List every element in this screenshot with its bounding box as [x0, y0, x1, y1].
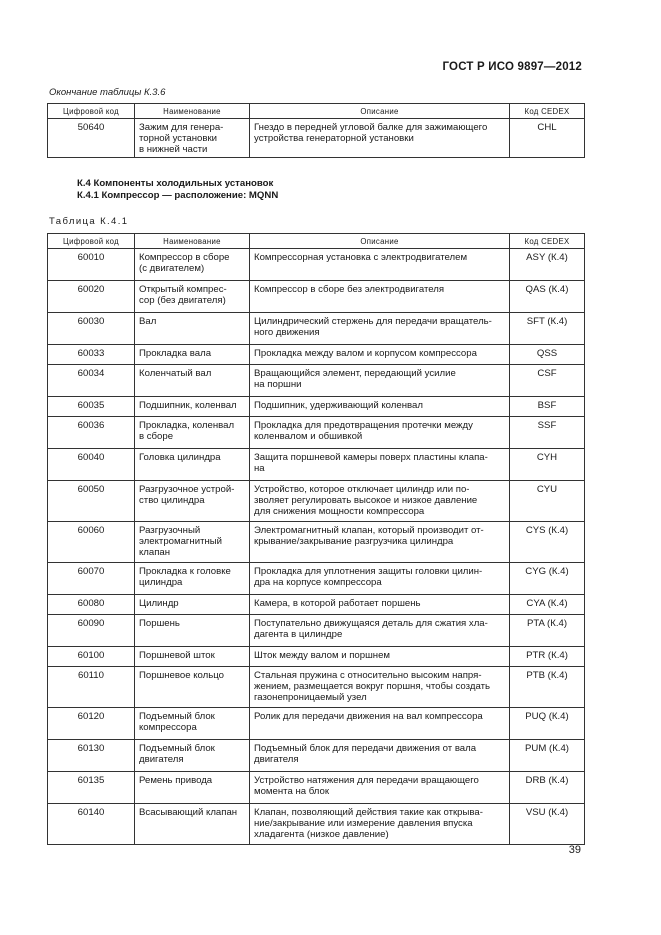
cell-code: 60033 [48, 345, 135, 365]
cell-description: Ролик для передачи движения на вал компрессора [250, 708, 510, 740]
cell-description: Электромагнитный клапан, который производит от- крывание/закрывание разгрузчика цилиндра [250, 522, 510, 563]
cell-cedex: ASY (К.4) [510, 249, 585, 281]
cell-name: Открытый компрес- сор (без двигателя) [135, 281, 250, 313]
cell-name: Коленчатый вал [135, 365, 250, 397]
cell-code: 60060 [48, 522, 135, 563]
cell-cedex: CYH [510, 449, 585, 481]
cell-description: Камера, в которой работает поршень [250, 595, 510, 615]
cell-cedex: CHL [510, 119, 585, 158]
cell-name: Ремень привода [135, 772, 250, 804]
table-k41 [47, 233, 585, 845]
cell-code: 60035 [48, 397, 135, 417]
cell-cedex: SSF [510, 417, 585, 449]
cell-description: Компрессор в сборе без электродвигателя [250, 281, 510, 313]
cell-description: Подшипник, удерживающий коленвал [250, 397, 510, 417]
cell-name: Подшипник, коленвал [135, 397, 250, 417]
table-row [48, 615, 585, 647]
cell-code: 60110 [48, 667, 135, 708]
cell-description: Поступательно движущаяся деталь для сжатия хла- дагента в цилиндре [250, 615, 510, 647]
cell-description: Стальная пружина с относительно высоким напря- жением, размещается вокруг поршня, чтобы создать газонепроницаемый узел [250, 667, 510, 708]
cell-code: 50640 [48, 119, 135, 158]
table-row [48, 397, 585, 417]
cell-description: Шток между валом и поршнем [250, 647, 510, 667]
column-header-code: Цифровой код [48, 234, 135, 249]
cell-code: 60020 [48, 281, 135, 313]
table-row [48, 804, 585, 845]
cell-cedex: QAS (К.4) [510, 281, 585, 313]
table-row [48, 119, 585, 158]
table-row [48, 481, 585, 522]
section-heading-k4: К.4 Компоненты холодильных установок [77, 178, 274, 189]
cell-cedex: PTA (К.4) [510, 615, 585, 647]
table-row [48, 249, 585, 281]
table-row [48, 281, 585, 313]
cell-cedex: CYG (К.4) [510, 563, 585, 595]
cell-code: 60034 [48, 365, 135, 397]
cell-description: Компрессорная установка с электродвигателем [250, 249, 510, 281]
cell-code: 60120 [48, 708, 135, 740]
cell-description: Цилиндрический стержень для передачи вращатель- ного движения [250, 313, 510, 345]
cell-code: 60140 [48, 804, 135, 845]
cell-code: 60130 [48, 740, 135, 772]
table-k36-end [47, 103, 585, 158]
cell-name: Всасывающий клапан [135, 804, 250, 845]
column-header-description: Описание [250, 104, 510, 119]
cell-description: Подъемный блок для передачи движения от вала двигателя [250, 740, 510, 772]
cell-cedex: SFT (К.4) [510, 313, 585, 345]
table-row [48, 647, 585, 667]
cell-cedex: CYS (К.4) [510, 522, 585, 563]
cell-name: Подъемный блок компрессора [135, 708, 250, 740]
table-row [48, 772, 585, 804]
table-row [48, 595, 585, 615]
table-row [48, 449, 585, 481]
cell-description: Прокладка для уплотнения защиты головки цилин- дра на корпусе компрессора [250, 563, 510, 595]
cell-description: Гнездо в передней угловой балке для зажимающего устройства генераторной установки [250, 119, 510, 158]
cell-code: 60070 [48, 563, 135, 595]
column-header-description: Описание [250, 234, 510, 249]
cell-name: Головка цилиндра [135, 449, 250, 481]
table-caption: Таблица К.4.1 [49, 216, 129, 227]
cell-name: Поршневой шток [135, 647, 250, 667]
section-heading-k41: К.4.1 Компрессор — расположение: MQNN [77, 190, 279, 201]
table-header-row [48, 234, 585, 249]
cell-code: 60036 [48, 417, 135, 449]
document-standard-id: ГОСТ Р ИСО 9897—2012 [442, 61, 582, 73]
cell-description: Устройство натяжения для передачи вращающего момента на блок [250, 772, 510, 804]
cell-code: 60080 [48, 595, 135, 615]
table-row [48, 708, 585, 740]
cell-name: Поршень [135, 615, 250, 647]
table-row [48, 417, 585, 449]
cell-cedex: BSF [510, 397, 585, 417]
cell-name: Вал [135, 313, 250, 345]
cell-code: 60040 [48, 449, 135, 481]
cell-cedex: PUQ (К.4) [510, 708, 585, 740]
cell-cedex: QSS [510, 345, 585, 365]
cell-name: Прокладка вала [135, 345, 250, 365]
cell-description: Защита поршневой камеры поверх пластины клапа- на [250, 449, 510, 481]
cell-cedex: PTR (К.4) [510, 647, 585, 667]
cell-name: Поршневое кольцо [135, 667, 250, 708]
table-row [48, 740, 585, 772]
column-header-name: Наименование [135, 234, 250, 249]
page-number: 39 [568, 844, 581, 856]
table-row [48, 667, 585, 708]
table-continuation-label: Окончание таблицы К.3.6 [49, 87, 166, 98]
cell-cedex: CYU [510, 481, 585, 522]
cell-cedex: DRB (К.4) [510, 772, 585, 804]
cell-description: Прокладка между валом и корпусом компрессора [250, 345, 510, 365]
cell-cedex: PUM (К.4) [510, 740, 585, 772]
cell-description: Устройство, которое отключает цилиндр или по- зволяет регулировать высокое и низкое давление для снижения мощности компрессора [250, 481, 510, 522]
table-header-row [48, 104, 585, 119]
cell-name: Подъемный блок двигателя [135, 740, 250, 772]
table-row [48, 522, 585, 563]
cell-cedex: CSF [510, 365, 585, 397]
cell-code: 60100 [48, 647, 135, 667]
cell-code: 60030 [48, 313, 135, 345]
column-header-code: Цифровой код [48, 104, 135, 119]
cell-name: Прокладка к головке цилиндра [135, 563, 250, 595]
column-header-cedex: Код CEDEX [510, 234, 585, 249]
cell-name: Зажим для генера- торной установки в нижней части [135, 119, 250, 158]
column-header-cedex: Код CEDEX [510, 104, 585, 119]
cell-name: Компрессор в сборе (с двигателем) [135, 249, 250, 281]
cell-name: Разгрузочный электромагнитный клапан [135, 522, 250, 563]
table-row [48, 563, 585, 595]
cell-cedex: PTB (К.4) [510, 667, 585, 708]
column-header-name: Наименование [135, 104, 250, 119]
cell-description: Клапан, позволяющий действия такие как открыва- ние/закрывание или измерение давления впуска хладагента (низкое давление) [250, 804, 510, 845]
table-row [48, 345, 585, 365]
cell-code: 60010 [48, 249, 135, 281]
table-row [48, 313, 585, 345]
cell-name: Прокладка, коленвал в сборе [135, 417, 250, 449]
cell-description: Прокладка для предотвращения протечки между коленвалом и обшивкой [250, 417, 510, 449]
cell-cedex: CYA (К.4) [510, 595, 585, 615]
cell-code: 60135 [48, 772, 135, 804]
cell-code: 60050 [48, 481, 135, 522]
cell-name: Цилиндр [135, 595, 250, 615]
cell-code: 60090 [48, 615, 135, 647]
cell-cedex: VSU (К.4) [510, 804, 585, 845]
cell-name: Разгрузочное устрой- ство цилиндра [135, 481, 250, 522]
table-row [48, 365, 585, 397]
cell-description: Вращающийся элемент, передающий усилие на поршни [250, 365, 510, 397]
